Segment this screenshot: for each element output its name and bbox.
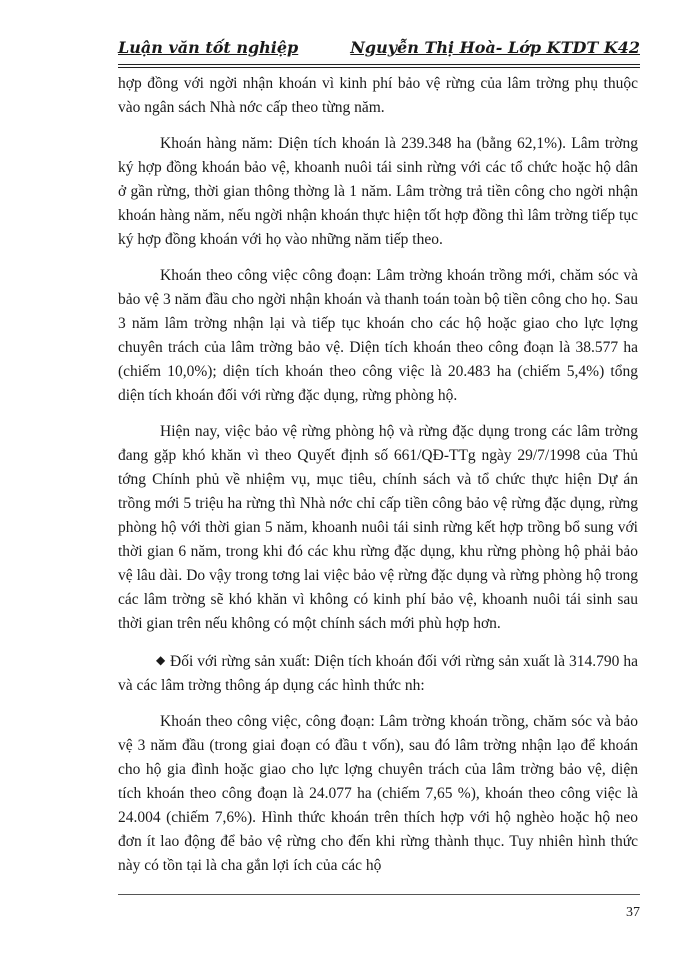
paragraph-task-contract: Khoán theo công việc công đoạn: Lâm trờng khoán trồng mới, chăm sóc và bảo vệ 3 năm đầu cho ngời nhận khoán và thanh toán toàn bộ tiền công cho họ. Sau 3 năm lâm trờng nhận lại và tiếp tục khoán cho các hộ hoặc giao cho lực lợng chuyên trách của lâm trờng bảo vệ. Diện tích khoán theo công đoạn là 38.577 ha (chiếm 10,0%); diện tích khoán theo công việc là 20.483 ha (chiếm 5,4%) tổng diện tích khoán đối với rừng đặc dụng, rừng phòng hộ. [118,267,638,404]
paragraph-current-situation: Hiện nay, việc bảo vệ rừng phòng hộ và rừng đặc dụng trong các lâm trờng đang gặp khó khăn vì theo Quyết định số 661/QĐ-TTg ngày 29/7/1998 của Thủ tớng Chính phủ về nhiệm vụ, mục tiêu, chính sách và tổ chức thực hiện Dự án trồng mới 5 triệu ha rừng thì Nhà nớc chỉ cấp tiền công bảo vệ rừng đặc dụng, rừng phòng hộ với thời gian 5 năm, khoanh nuôi tái sinh rừng kết hợp trồng bổ sung với thời gian 6 năm, trong khi đó các khu rừng đặc dụng, khu rừng phòng hộ phải bảo vệ lâu dài. Do vậy trong tơng lai việc bảo vệ rừng đặc dụng và rừng phòng hộ trong các lâm trờng sẽ khó khăn vì không có kinh phí bảo vệ, khoanh nuôi tái sinh sau thời gian trên nếu không có một chính sách mới phù hợp hơn. [118,423,638,632]
paragraph-continued: hợp đồng với ngời nhận khoán vì kinh phí bảo vệ rừng của lâm trờng phụ thuộc vào ngân sách Nhà nớc cấp theo từng năm. [118,75,638,116]
paragraph-production-task-contract: Khoán theo công việc, công đoạn: Lâm trờng khoán trồng, chăm sóc và bảo vệ 3 năm đầu (trong giai đoạn có đầu t vốn), sau đó lâm trờng nhận lạo để khoán cho hộ gia đình hoặc giao cho lực lợng chuyên trách của lâm trờng bảo vệ, diện tích khoán theo công đoạn là 24.077 ha (chiếm 7,65 %), khoán theo công việc là 24.004 (chiếm 7,6%). Hình thức khoán trên thích hợp với hộ nghèo hoặc hộ neo đơn ít lao động để bảo vệ rừng cho đến khi rừng thành thục. Tuy nhiên hình thức này có tồn tại là cha gắn lợi ích của các hộ [118,713,638,874]
paragraph-annual-contract: Khoán hàng năm: Diện tích khoán là 239.348 ha (bằng 62,1%). Lâm trờng ký hợp đồng khoán bảo vệ, khoanh nuôi tái sinh rừng với các tổ chức hoặc hộ dân ở gần rừng, thời gian thông thờng là 1 năm. Lâm trờng trả tiền công cho ngời nhận khoán hàng năm, nếu ngời nhận khoán thực hiện tốt hợp đồng thì lâm trờng tiếp tục ký hợp đồng khoán với họ vào những năm tiếp theo. [118,135,638,248]
document-body [118,72,638,890]
production-forest-text: Đối với rừng sản xuất: Diện tích khoán đối với rừng sản xuất là 314.790 ha và các lâm trờng thông áp dụng các hình thức nh: [118,653,638,694]
page-header [118,30,640,68]
page-number: 37 [626,905,640,920]
paragraph-production-forest [118,648,638,698]
header-author-right: Nguyễn Thị Hoà- Lớp KTDT K42 [350,38,640,57]
header-title-left: Luận văn tốt nghiệp [118,38,299,57]
diamond-bullet-icon: ◆ [156,653,166,667]
page-footer [118,894,640,920]
